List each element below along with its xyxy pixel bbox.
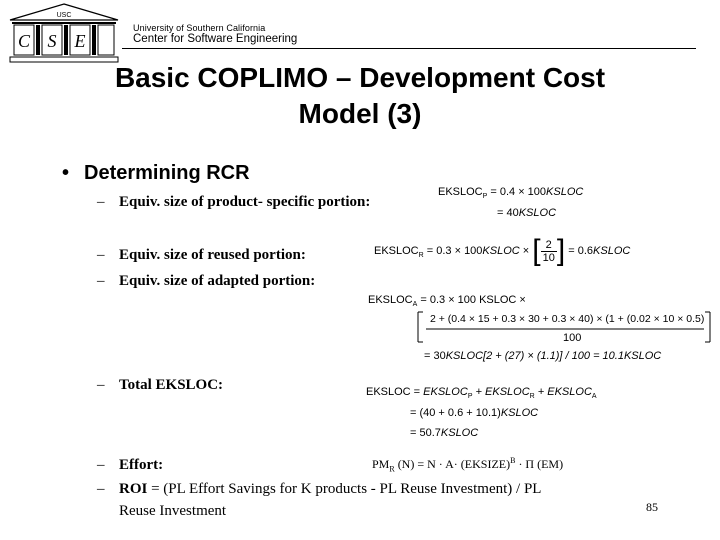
item-adapted [97, 273, 315, 290]
header-divider [122, 48, 696, 49]
bullet-determining-rcr [62, 162, 250, 185]
roi-line1: = (PL Effort Savings for K products - PL Reuse Investment) / PL [147, 481, 542, 497]
roi-label: ROI [119, 481, 148, 497]
cse-logo [8, 2, 120, 64]
item-reused [97, 247, 306, 264]
slide-title-line2: Model (3) [298, 98, 422, 129]
eq-total-line3: = 50.7KSLOC [410, 427, 479, 439]
bullet-text: Determining RCR [84, 162, 250, 184]
item-product-text: Equiv. size of product- specific portion: [119, 194, 371, 210]
eq-product-line1: $EKSLOC_P = 0.4$ × 100KSLOC [438, 186, 584, 201]
center-name: Center for Software Engineering [133, 33, 298, 45]
logo-top-text: USC [56, 12, 72, 19]
item-reused-text: Equiv. size of reused portion: [119, 247, 306, 263]
page-number: 85 [646, 500, 658, 514]
eq-adapted-numerator: 2 + (0.4 × 15 + 0.3 × 30 + 0.3 × 40) × (1 + (0.02 × 10 × 0.5) [430, 313, 705, 325]
dash: – [97, 194, 105, 210]
eq-adapted-denominator: 100 [563, 332, 582, 344]
university-name: University of Southern California [133, 23, 266, 33]
item-product [97, 194, 370, 211]
logo-letter-c: C [17, 31, 31, 51]
item-roi-line2: Reuse Investment [119, 503, 227, 519]
eq-adapted-line1: $EKSLOC_A = 0.3 \times 100$ KSLOC × [368, 294, 526, 309]
item-total [97, 377, 223, 394]
item-effort [97, 457, 163, 474]
dash: – [97, 457, 105, 473]
dash: – [97, 377, 105, 393]
item-adapted-text: Equiv. size of adapted portion: [119, 273, 316, 289]
bullet-marker: • [62, 162, 70, 184]
reused-fraction: $\frac{2}{10}$ [542, 238, 555, 264]
eq-adapted-line3: = 30KSLOC[2 + (27) × (1.1)] / 100 = 10.1KSLOC [424, 350, 662, 362]
dash: – [97, 273, 105, 289]
eq-total-line1: EKSLOC = $EKSLOC_P$ + $EKSLOC_R$ + $EKSLOC_A$ [366, 386, 597, 401]
eq-total-line2: = (40 + 0.6 + 10.1)KSLOC [410, 407, 539, 419]
logo-letter-e: E [74, 31, 86, 51]
eq-effort: $PM_R$ (N) = N · A· (EKSIZE)$^B$ · Π (EM) [372, 456, 564, 474]
item-total-text: Total EKSLOC: [119, 377, 224, 393]
eq-reused: $EKSLOC_R = 0.3$ × 100KSLOC × [ $\frac{2}{10}$ ] = 0.6KSLOC [374, 234, 631, 267]
slide-title-line1: Basic COPLIMO – Development Cost [114, 62, 606, 93]
dash: – [97, 481, 105, 497]
eq-product-line2: = 40KSLOC [497, 207, 557, 219]
item-roi [97, 481, 541, 498]
logo-letter-s: S [47, 31, 57, 51]
item-effort-text: Effort: [119, 457, 164, 473]
dash: – [97, 247, 105, 263]
